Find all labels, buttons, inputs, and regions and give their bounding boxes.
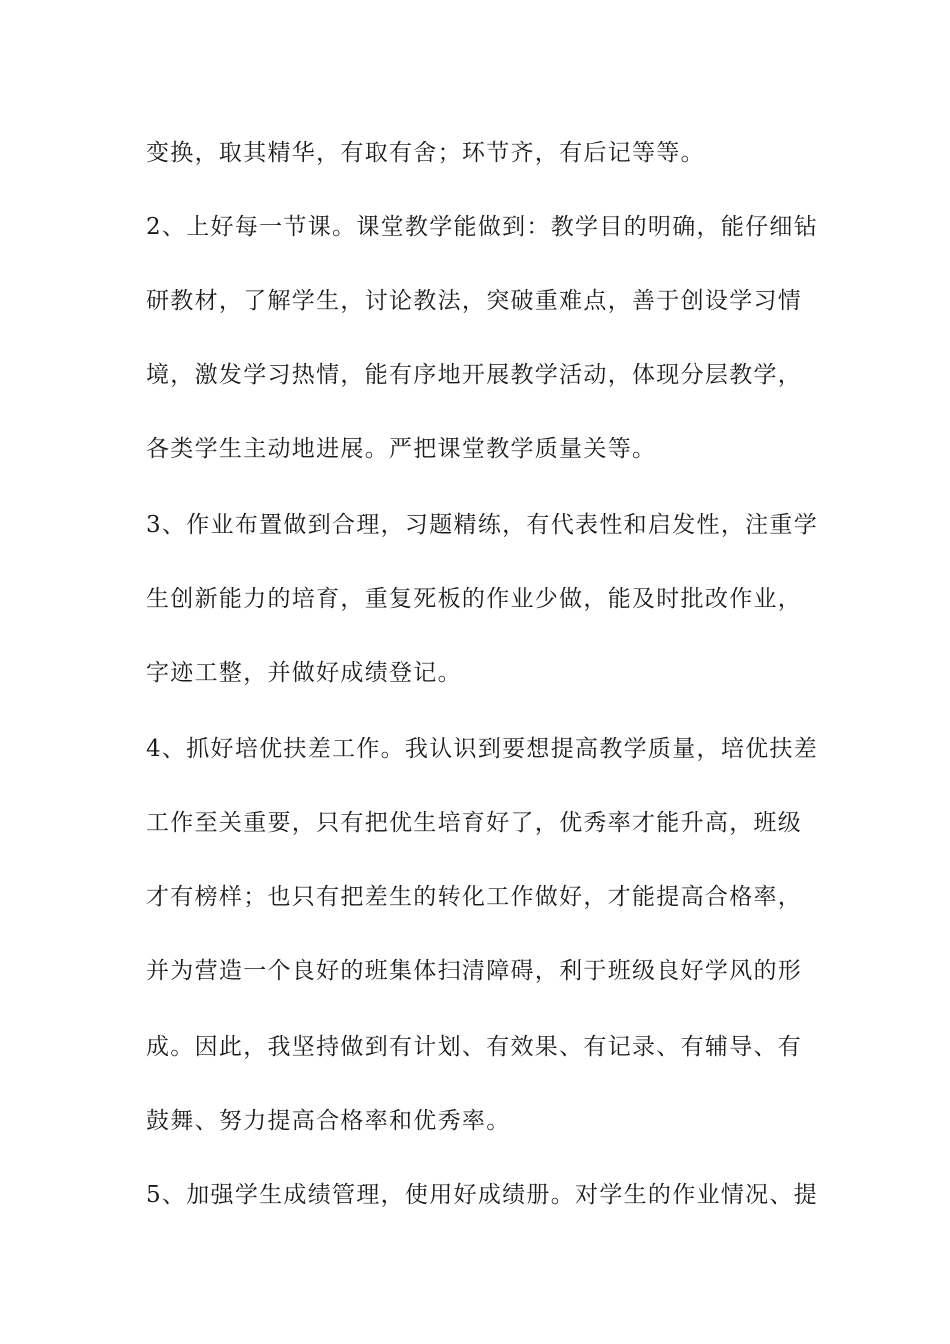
text-line: 生创新能力的培育，重复死板的作业少做，能及时批改作业， (146, 586, 803, 612)
text-line: 2、上好每一节课。课堂教学能做到：教学目的明确，能仔细钻 (146, 214, 819, 240)
text-line: 并为营造一个良好的班集体扫清障碍，利于班级良好学风的形 (146, 958, 803, 984)
text-line: 4、抓好培优扶差工作。我认识到要想提高教学质量，培优扶差 (146, 736, 819, 762)
text-line: 才有榜样；也只有把差生的转化工作做好，才能提高合格率， (146, 884, 803, 910)
text-line: 各类学生主动地进展。严把课堂教学质量关等。 (146, 436, 657, 462)
text-line: 研教材，了解学生，讨论教法，突破重难点，善于创设学习情 (146, 288, 803, 314)
text-line: 成。因此，我坚持做到有计划、有效果、有记录、有辅导、有 (146, 1034, 803, 1060)
text-line: 字迹工整，并做好成绩登记。 (146, 660, 462, 686)
text-line: 工作至关重要，只有把优生培育好了，优秀率才能升高，班级 (146, 810, 803, 836)
text-line: 鼓舞、努力提高合格率和优秀率。 (146, 1108, 511, 1134)
text-line: 3、作业布置做到合理，习题精练，有代表性和启发性，注重学 (146, 512, 819, 538)
text-line: 变换，取其精华，有取有舍；环节齐，有后记等等。 (146, 140, 705, 166)
text-line: 5、加强学生成绩管理，使用好成绩册。对学生的作业情况、提 (146, 1182, 819, 1208)
text-line: 境，激发学习热情，能有序地开展教学活动，体现分层教学， (146, 362, 803, 388)
